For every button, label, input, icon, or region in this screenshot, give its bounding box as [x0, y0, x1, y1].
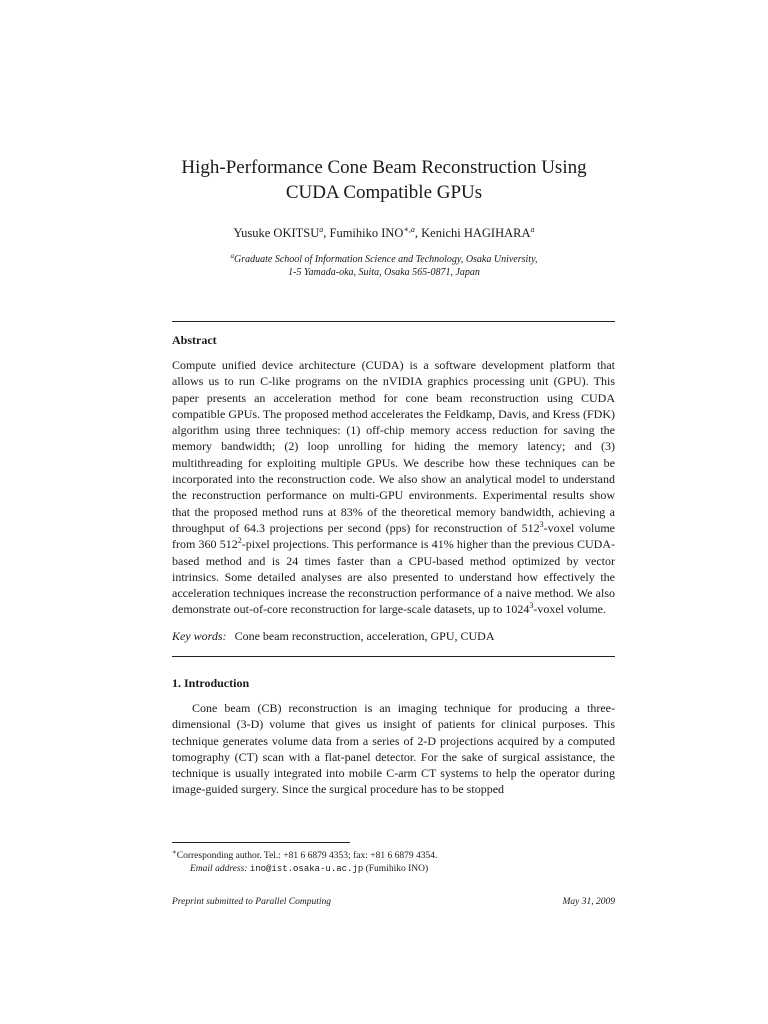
affiliation-mark: a [230, 252, 234, 260]
superscript: 3 [539, 519, 544, 529]
footnote-mark: ∗ [172, 848, 177, 856]
superscript: 2 [237, 536, 242, 546]
affiliation [100, 250, 668, 279]
preprint-note: Preprint submitted to Parallel Computing [172, 897, 332, 907]
abstract-text [172, 357, 615, 618]
author-name: Fumihiko INO [329, 226, 404, 240]
preprint-date: May 31, 2009 [562, 897, 615, 907]
abstract-text-part: Compute unified device architecture (CUDA) is a software development platform that allows us to run C-like programs on the nVIDIA graphics processing unit (GPU). This paper presents an acceleration method for cone beam reconstruction using CUDA compatible GPUs. The proposed method accelerates the Feldkamp, Davis, and Kress (FDK) algorithm using three techniques: (1) off-chip memory access reduction for saving the memory bandwidth; (2) loop unrolling for hiding the memory latency; and (3) multithreading for exploiting multiple GPUs. We describe how these techniques can be incorporated into the reconstruction code. We also show an analytical model to understand the reconstruction performance on multi-GPU environments. Experimental results show that the proposed method runs at 83% of the theoretical memory bandwidth, achieving a throughput of 64.3 projections per second (pps) for reconstruction of 512 [172, 358, 615, 535]
title-line-1: High-Performance Cone Beam Reconstruction Using [181, 157, 587, 178]
abstract-top-rule [172, 321, 615, 322]
author-affiliation-mark: ∗,a [403, 225, 415, 234]
keywords-label: Key words: [172, 629, 227, 643]
author-name: Kenichi HAGIHARA [421, 226, 531, 240]
superscript: 3 [529, 601, 534, 611]
email-owner: (Fumihiko INO) [363, 863, 429, 874]
affiliation-line-2: 1-5 Yamada-oka, Suita, Osaka 565-0871, Japan [288, 267, 480, 278]
author-separator: , [414, 226, 422, 240]
footnote-rule [172, 842, 350, 843]
footnote-corresponding [172, 846, 615, 863]
section-heading-introduction: 1. Introduction [172, 676, 250, 690]
introduction-text: Cone beam (CB) reconstruction is an imaging technique for producing a three-dimensional (3-D) volume that gives us insight of patients for clinical purposes. This technique generates volume data from a series of 2-D projections acquired by a computed tomography (CT) scan with a flat-panel detector. For the sake of surgical assistance, the technique is usually integrated into mobile C-arm CT systems to help the operator during image-guided surgery. Since the surgical procedure has to be stopped [172, 701, 615, 797]
author-list [100, 222, 668, 241]
footnote-email-line [172, 863, 615, 876]
paper-title [100, 155, 668, 205]
abstract-text-part: -voxel volume from 360 512 [172, 520, 615, 552]
abstract-text-part: -pixel projections. This performance is 41% higher than the previous CUDA-based method and is 24 times faster than a CPU-based method optimized by vector intrinsics. Some detailed analyses are also presented to understand how effectively the acceleration techniques increase the reconstruction performance of a naive method. We also demonstrate out-of-core reconstruction for large-scale datasets, up to 1024 [172, 537, 616, 617]
email-label: Email address: [190, 863, 248, 874]
author-name: Yusuke OKITSU [233, 226, 320, 240]
author-affiliation-mark: a [530, 225, 535, 234]
email-address-link[interactable]: ino@ist.osaka-u.ac.jp [249, 863, 364, 874]
keywords [172, 628, 615, 644]
footnote [172, 846, 615, 875]
affiliation-line-1 [100, 250, 668, 266]
keywords-value: Cone beam reconstruction, acceleration, GPU, CUDA [234, 629, 495, 643]
author-affiliation-mark: a [319, 225, 324, 234]
affiliation-text: Graduate School of Information Science and Technology, Osaka University, [234, 254, 538, 265]
abstract-text-part: -voxel volume. [533, 602, 606, 617]
author-separator: , [323, 226, 330, 240]
title-line-2: CUDA Compatible GPUs [285, 182, 483, 203]
abstract-heading: Abstract [172, 333, 217, 347]
abstract-bottom-rule [172, 656, 615, 657]
footnote-corresponding-text: Corresponding author. Tel.: +81 6 6879 4353; fax: +81 6 6879 4354. [176, 851, 438, 861]
